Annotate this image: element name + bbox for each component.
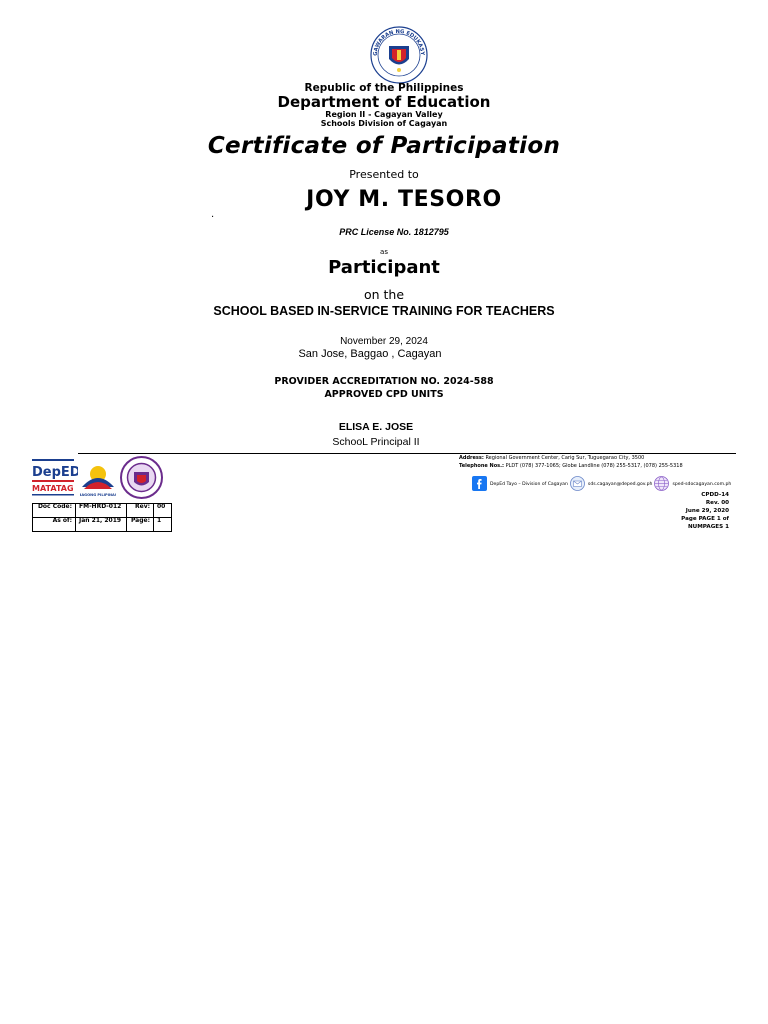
deped-matatag-logo — [32, 459, 78, 499]
division-line: Schools Division of Cagayan — [320, 119, 448, 128]
as-label: as — [380, 248, 388, 256]
document-control-table — [32, 503, 172, 532]
address-label: Address: — [459, 455, 484, 461]
deped-seal-icon — [370, 26, 428, 84]
on-the-label: on the — [363, 287, 405, 302]
rev-label: Rev: — [127, 504, 154, 518]
training-title: SCHOOL BASED IN-SERVICE TRAINING FOR TEACHERS — [213, 304, 555, 318]
email-icon — [570, 476, 585, 493]
form-code: CPDD-14 — [701, 492, 729, 498]
page-field-line2: NUMPAGES 1 — [688, 524, 729, 530]
facebook-icon — [472, 476, 487, 493]
address-block — [459, 454, 683, 470]
facebook-page[interactable]: DepEd Tayo – Division of Cagayan — [490, 482, 568, 487]
certificate-title: Certificate of Participation — [207, 133, 561, 159]
division-seal-icon — [120, 456, 163, 499]
as-of-label: As of: — [33, 518, 76, 532]
svg-text:BAGONG PILIPINAS: BAGONG PILIPINAS — [80, 493, 116, 497]
page-value: 1 — [154, 518, 172, 532]
form-code-block — [681, 491, 729, 531]
globe-icon — [654, 476, 669, 493]
signatory-name: ELISA E. JOSE — [338, 421, 414, 433]
svg-text:DepED: DepED — [32, 465, 78, 480]
participant-role: Participant — [328, 257, 440, 278]
table-row — [33, 504, 172, 518]
recipient-name: JOY M. TESORO — [306, 187, 502, 212]
provider-accreditation: PROVIDER ACCREDITATION NO. 2024-588 — [274, 376, 494, 387]
department-name: Department of Education — [277, 93, 491, 111]
email-link[interactable]: sds.cagayan@deped.gov.ph — [587, 482, 653, 487]
telephone-label: Telephone Nos.: — [459, 463, 505, 469]
presented-to-label: Presented to — [349, 168, 419, 181]
event-venue: San Jose, Baggao , Cagayan — [298, 348, 442, 360]
address-text: Regional Government Center, Carig Sur, Tuguegarao City, 3500 — [485, 455, 645, 461]
stray-mark: . — [211, 209, 215, 220]
signatory-position: SchooL Principal II — [332, 436, 420, 448]
prc-license: PRC License No. 1812795 — [339, 227, 449, 237]
page-field-line1: Page PAGE 1 of — [681, 516, 729, 522]
table-row — [33, 518, 172, 532]
svg-text:MATATAG: MATATAG — [32, 484, 74, 493]
doc-code-label: Doc Code: — [33, 504, 76, 518]
telephone-text: PLDT (078) 377-1065; Globe Landline (078) 255-5317, (078) 255-5318 — [505, 463, 683, 469]
rev-value: 00 — [154, 504, 172, 518]
event-date: November 29, 2024 — [340, 336, 428, 347]
svg-text:KAGAWARAN NG EDUKASYON: GAWARAN NG EDUKASY — [372, 28, 426, 56]
bagong-pilipinas-logo — [80, 459, 116, 497]
republic-line: Republic of the Philippines — [304, 82, 464, 94]
page-label: Page: — [127, 518, 154, 532]
doc-code-value: FM-HRD-012 — [76, 504, 127, 518]
form-rev: Rev. 00 — [705, 500, 729, 506]
form-date: June 29, 2020 — [685, 508, 729, 514]
approved-cpd-units: APPROVED CPD UNITS — [324, 389, 444, 400]
website-link[interactable]: sped-sdocagayan.com.ph — [672, 482, 732, 487]
as-of-value: Jan 21, 2019 — [76, 518, 127, 532]
region-line: Region II - Cagayan Valley — [325, 110, 443, 119]
